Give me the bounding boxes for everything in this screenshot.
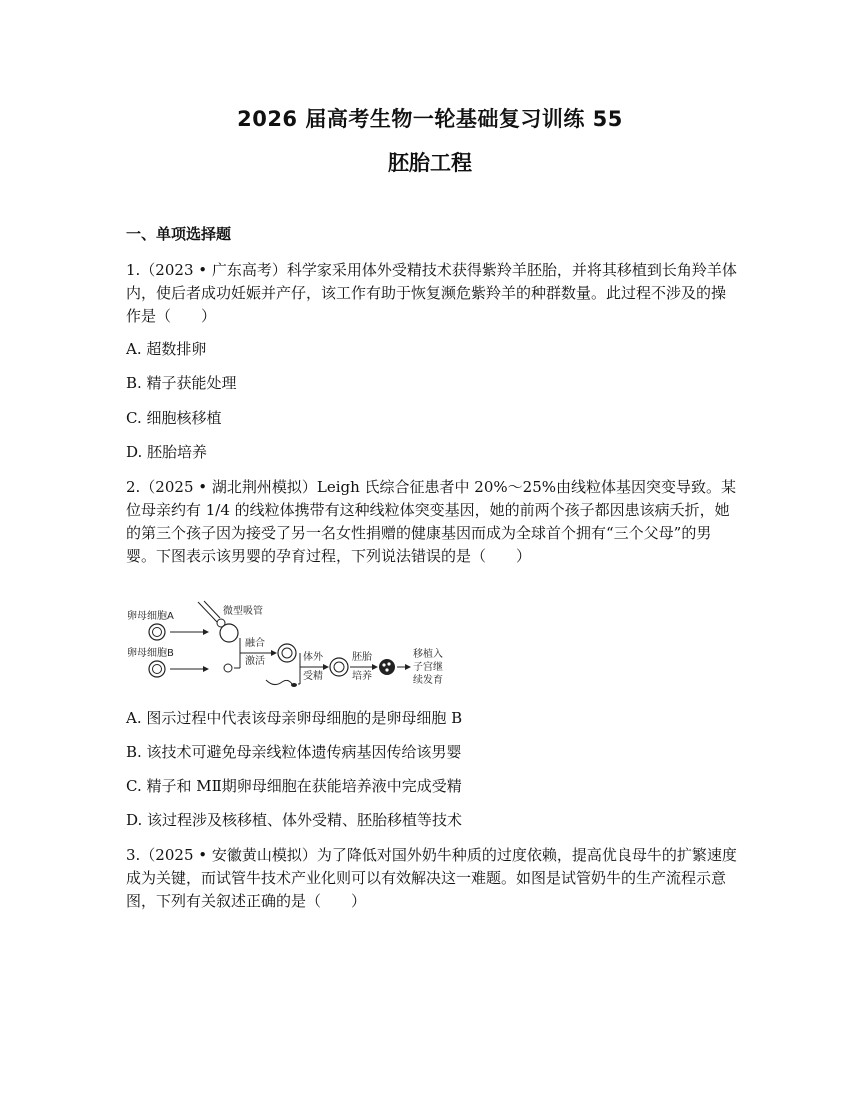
section-heading: 一、单项选择题 — [126, 225, 232, 243]
fuse-label: 融合 — [245, 638, 265, 649]
sperm-tail — [266, 680, 292, 685]
enucleated-oocyte-a — [220, 624, 238, 642]
embryo-cell-1 — [382, 663, 385, 666]
question-1-option-a: A. 超数排卵 — [126, 340, 207, 358]
oocyte-b-label: 卵母细胞B — [127, 648, 174, 659]
ivf-label-1: 体外 — [303, 652, 323, 663]
embryo — [379, 659, 395, 675]
zygote-inner — [334, 662, 344, 672]
reconstructed-nucleus — [282, 648, 292, 658]
question-3-stem: 3.（2025 • 安徽黄山模拟）为了降低对国外奶牛种质的过度依赖，提高优良母牛的扩繁速度成为关键，而试管牛技术产业化则可以有效解决这一难题。如图是试管奶牛的生产流程示意图，下列有关叙述正确的是（ ） — [126, 846, 737, 910]
culture-label-1: 胚胎 — [352, 652, 372, 663]
zygote — [330, 658, 348, 676]
question-2-option-d: D. 该过程涉及核移植、体外受精、胚胎移植等技术 — [126, 811, 463, 829]
oocyte-a-cell — [149, 624, 165, 640]
transfer-label-2: 子宫继 — [413, 662, 443, 673]
embryo-cell-3 — [385, 668, 388, 671]
question-2-stem: 2.（2025 • 湖北荆州模拟）Leigh 氏综合征患者中 20%～25%由线粒体基因突变导致。某位母亲约有 1/4 的线粒体携带有这种线粒体突变基因，她的前两个孩子都因患该病夭折，她的第三个孩子因为接受了另一名女性捐赠的健康基因而成为全球首个拥有“三个父母”的男婴。下图表示该男婴的孕育过程，下列说法错误的是（ ） — [126, 478, 736, 565]
question-1-option-d: D. 胚胎培养 — [126, 443, 208, 461]
oocyte-b-nucleus — [153, 665, 162, 674]
pipette-line-2 — [204, 601, 220, 618]
embryo-cell-2 — [387, 662, 390, 665]
culture-label-2: 培养 — [352, 671, 372, 682]
question-2-option-c: C. 精子和 MⅡ期卵母细胞在获能培养液中完成受精 — [126, 777, 462, 795]
question-1-option-b: B. 精子获能处理 — [126, 374, 237, 392]
oocyte-a-nucleus — [153, 628, 162, 637]
nucleus-b — [224, 664, 232, 672]
micropipette-label: 微型吸管 — [223, 606, 263, 617]
oocyte-b-cell — [149, 661, 165, 677]
ivf-process-diagram — [124, 598, 454, 690]
ivf-label-2: 受精 — [303, 671, 323, 682]
question-2-option-a: A. 图示过程中代表该母亲卵母细胞的是卵母细胞 B — [126, 709, 463, 727]
sperm-head — [291, 683, 297, 687]
transfer-label-3: 续发育 — [413, 675, 443, 686]
oocyte-a-label: 卵母细胞A — [127, 611, 174, 622]
document-subtitle: 胚胎工程 — [388, 151, 472, 175]
reconstructed-oocyte — [278, 644, 296, 662]
question-1-stem: 1.（2023 • 广东高考）科学家采用体外受精技术获得紫羚羊胚胎，并将其移植到长角羚羊体内，使后者成功妊娠并产仔，该工作有助于恢复濒危紫羚羊的种群数量。此过程不涉及的操作是（ ） — [126, 261, 737, 325]
document-title: 2026 届高考生物一轮基础复习训练 55 — [237, 107, 623, 131]
transfer-label-1: 移植入 — [413, 649, 443, 660]
activate-label: 激活 — [245, 656, 265, 667]
question-2-option-b: B. 该技术可避免母亲线粒体遗传病基因传给该男婴 — [126, 743, 462, 761]
question-1-option-c: C. 细胞核移植 — [126, 409, 222, 427]
